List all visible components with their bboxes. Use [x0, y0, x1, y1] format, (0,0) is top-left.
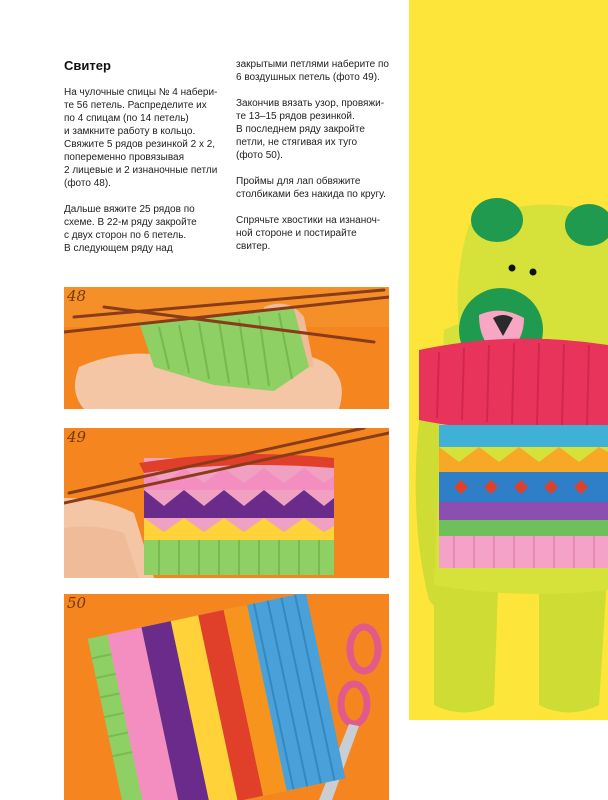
- text-line: 2 лицевые и 2 изнаночные петли: [64, 165, 218, 176]
- instructions-right-column: [236, 58, 401, 266]
- photo-48: [64, 287, 389, 409]
- text-line: На чулочные спицы № 4 набери-: [64, 87, 218, 98]
- paragraph: [236, 97, 401, 162]
- paragraph: [236, 175, 401, 201]
- text-line: 6 воздушных петель (фото 49).: [236, 72, 380, 83]
- paragraph: [64, 203, 229, 255]
- photo-number: 50: [67, 594, 87, 612]
- text-line: В последнем ряду закройте: [236, 124, 365, 135]
- text-line: закрытыми петлями наберите по: [236, 59, 389, 70]
- photo-50: [64, 594, 389, 800]
- teddy-bear-photo-panel: [409, 0, 608, 720]
- paragraph: [236, 58, 401, 84]
- knitting-needles-photo: [64, 428, 389, 578]
- text-line: Проймы для лап обвяжите: [236, 176, 361, 187]
- teddy-bear-photo: [409, 0, 608, 720]
- text-line: ной стороне и постирайте: [236, 228, 357, 239]
- knitting-needles-photo: [64, 287, 389, 409]
- text-line: Закончив вязать узор, провяжи-: [236, 98, 385, 109]
- text-line: свитер.: [236, 241, 271, 252]
- text-line: Свяжите 5 рядов резинкой 2 х 2,: [64, 139, 216, 150]
- text-line: по 4 спицам (по 14 петель): [64, 113, 189, 124]
- text-line: столбиками без накида по кругу.: [236, 189, 386, 200]
- knitting-needles-photo: [64, 594, 389, 800]
- text-line: те 13–15 рядов резинкой.: [236, 111, 355, 122]
- text-line: петли, не стягивая их туго: [236, 137, 358, 148]
- instructions-left-column: [64, 86, 229, 268]
- text-line: с двух сторон по 6 петель.: [64, 230, 187, 241]
- text-line: (фото 48).: [64, 178, 111, 189]
- section-title: Свитер: [64, 58, 111, 73]
- photo-number: 49: [67, 428, 87, 446]
- text-line: те 56 петель. Распределите их: [64, 100, 207, 111]
- text-line: схеме. В 22-м ряду закройте: [64, 217, 197, 228]
- text-line: попеременно провязывая: [64, 152, 184, 163]
- text-line: В следующем ряду над: [64, 243, 173, 254]
- text-line: Спрячьте хвостики на изнаноч-: [236, 215, 381, 226]
- paragraph: [236, 214, 401, 253]
- photo-number: 48: [67, 287, 87, 305]
- text-line: и замкните работу в кольцо.: [64, 126, 196, 137]
- paragraph: [64, 86, 229, 190]
- photo-49: [64, 428, 389, 578]
- text-line: Дальше вяжите 25 рядов по: [64, 204, 195, 215]
- text-line: (фото 50).: [236, 150, 283, 161]
